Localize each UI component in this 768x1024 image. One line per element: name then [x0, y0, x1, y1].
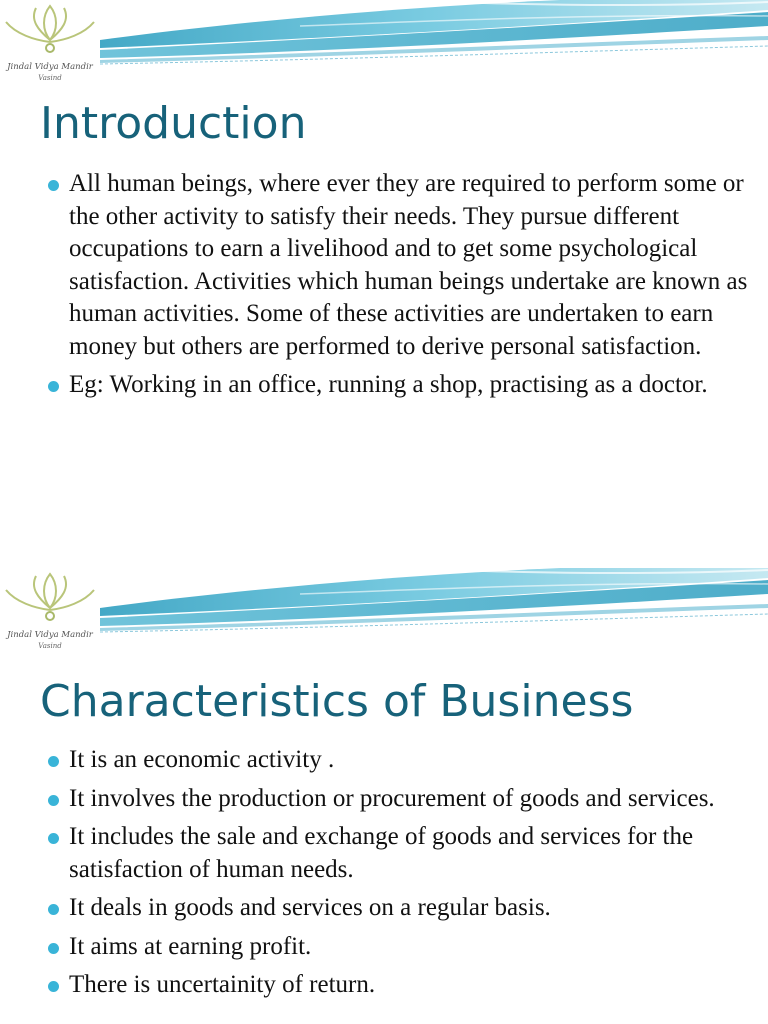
- list-item: [48, 969, 748, 1002]
- bullet-text: All human beings, where ever they are required to perform some or the other activity to satisfy their needs. They pursue different occupations to earn a livelihood and to get some psychological satisfaction. Activities which human beings undertake are known as human activities. Some of these activities are undertaken to earn money but others are performed to derive personal satisfaction.: [69, 170, 748, 360]
- bullet-dot-icon: [48, 981, 59, 992]
- school-logo: [0, 0, 100, 92]
- bullet-text: Eg: Working in an office, running a shop, practising as a doctor.: [69, 371, 708, 398]
- wave-banner-graphic: [0, 568, 768, 660]
- bullet-dot-icon: [48, 904, 59, 915]
- bullet-text: It involves the production or procurement of goods and services.: [69, 784, 715, 812]
- intro-bullet-list: [48, 168, 748, 408]
- characteristics-bullet-list: [48, 744, 748, 1008]
- bullet-text: It aims at earning profit.: [69, 932, 312, 960]
- list-item: [48, 783, 748, 816]
- logo-location: Vasind: [38, 642, 62, 650]
- bullet-dot-icon: [48, 795, 59, 806]
- list-item: [48, 892, 748, 925]
- list-item: [48, 168, 748, 363]
- bullet-dot-icon: [48, 833, 59, 844]
- slide-header-banner: [0, 0, 768, 92]
- bullet-dot-icon: [48, 943, 59, 954]
- slide-title-characteristics: Characteristics of Business: [40, 676, 634, 727]
- school-logo: [0, 568, 100, 660]
- logo-location: Vasind: [38, 74, 62, 82]
- logo-school-name: Jindal Vidya Mandir: [7, 62, 93, 72]
- slide-title-introduction: Introduction: [40, 98, 307, 149]
- bullet-text: It deals in goods and services on a regular basis.: [69, 894, 551, 921]
- bullet-text: It is an economic activity .: [69, 746, 335, 773]
- bullet-text: There is uncertainity of return.: [69, 971, 376, 998]
- logo-school-name: Jindal Vidya Mandir: [7, 630, 93, 640]
- wave-banner-graphic: [0, 0, 768, 92]
- bullet-text: It includes the sale and exchange of goods and services for the satisfaction of human needs.: [69, 823, 694, 883]
- list-item: [48, 931, 748, 964]
- lotus-logo-icon: [0, 0, 100, 62]
- slide-separator: [0, 560, 768, 568]
- lotus-logo-icon: [0, 568, 100, 630]
- slide-header-banner: [0, 568, 768, 660]
- bullet-dot-icon: [48, 381, 59, 392]
- list-item: [48, 821, 748, 886]
- bullet-dot-icon: [48, 756, 59, 767]
- list-item: [48, 744, 748, 777]
- list-item: [48, 369, 748, 402]
- bullet-dot-icon: [48, 180, 59, 191]
